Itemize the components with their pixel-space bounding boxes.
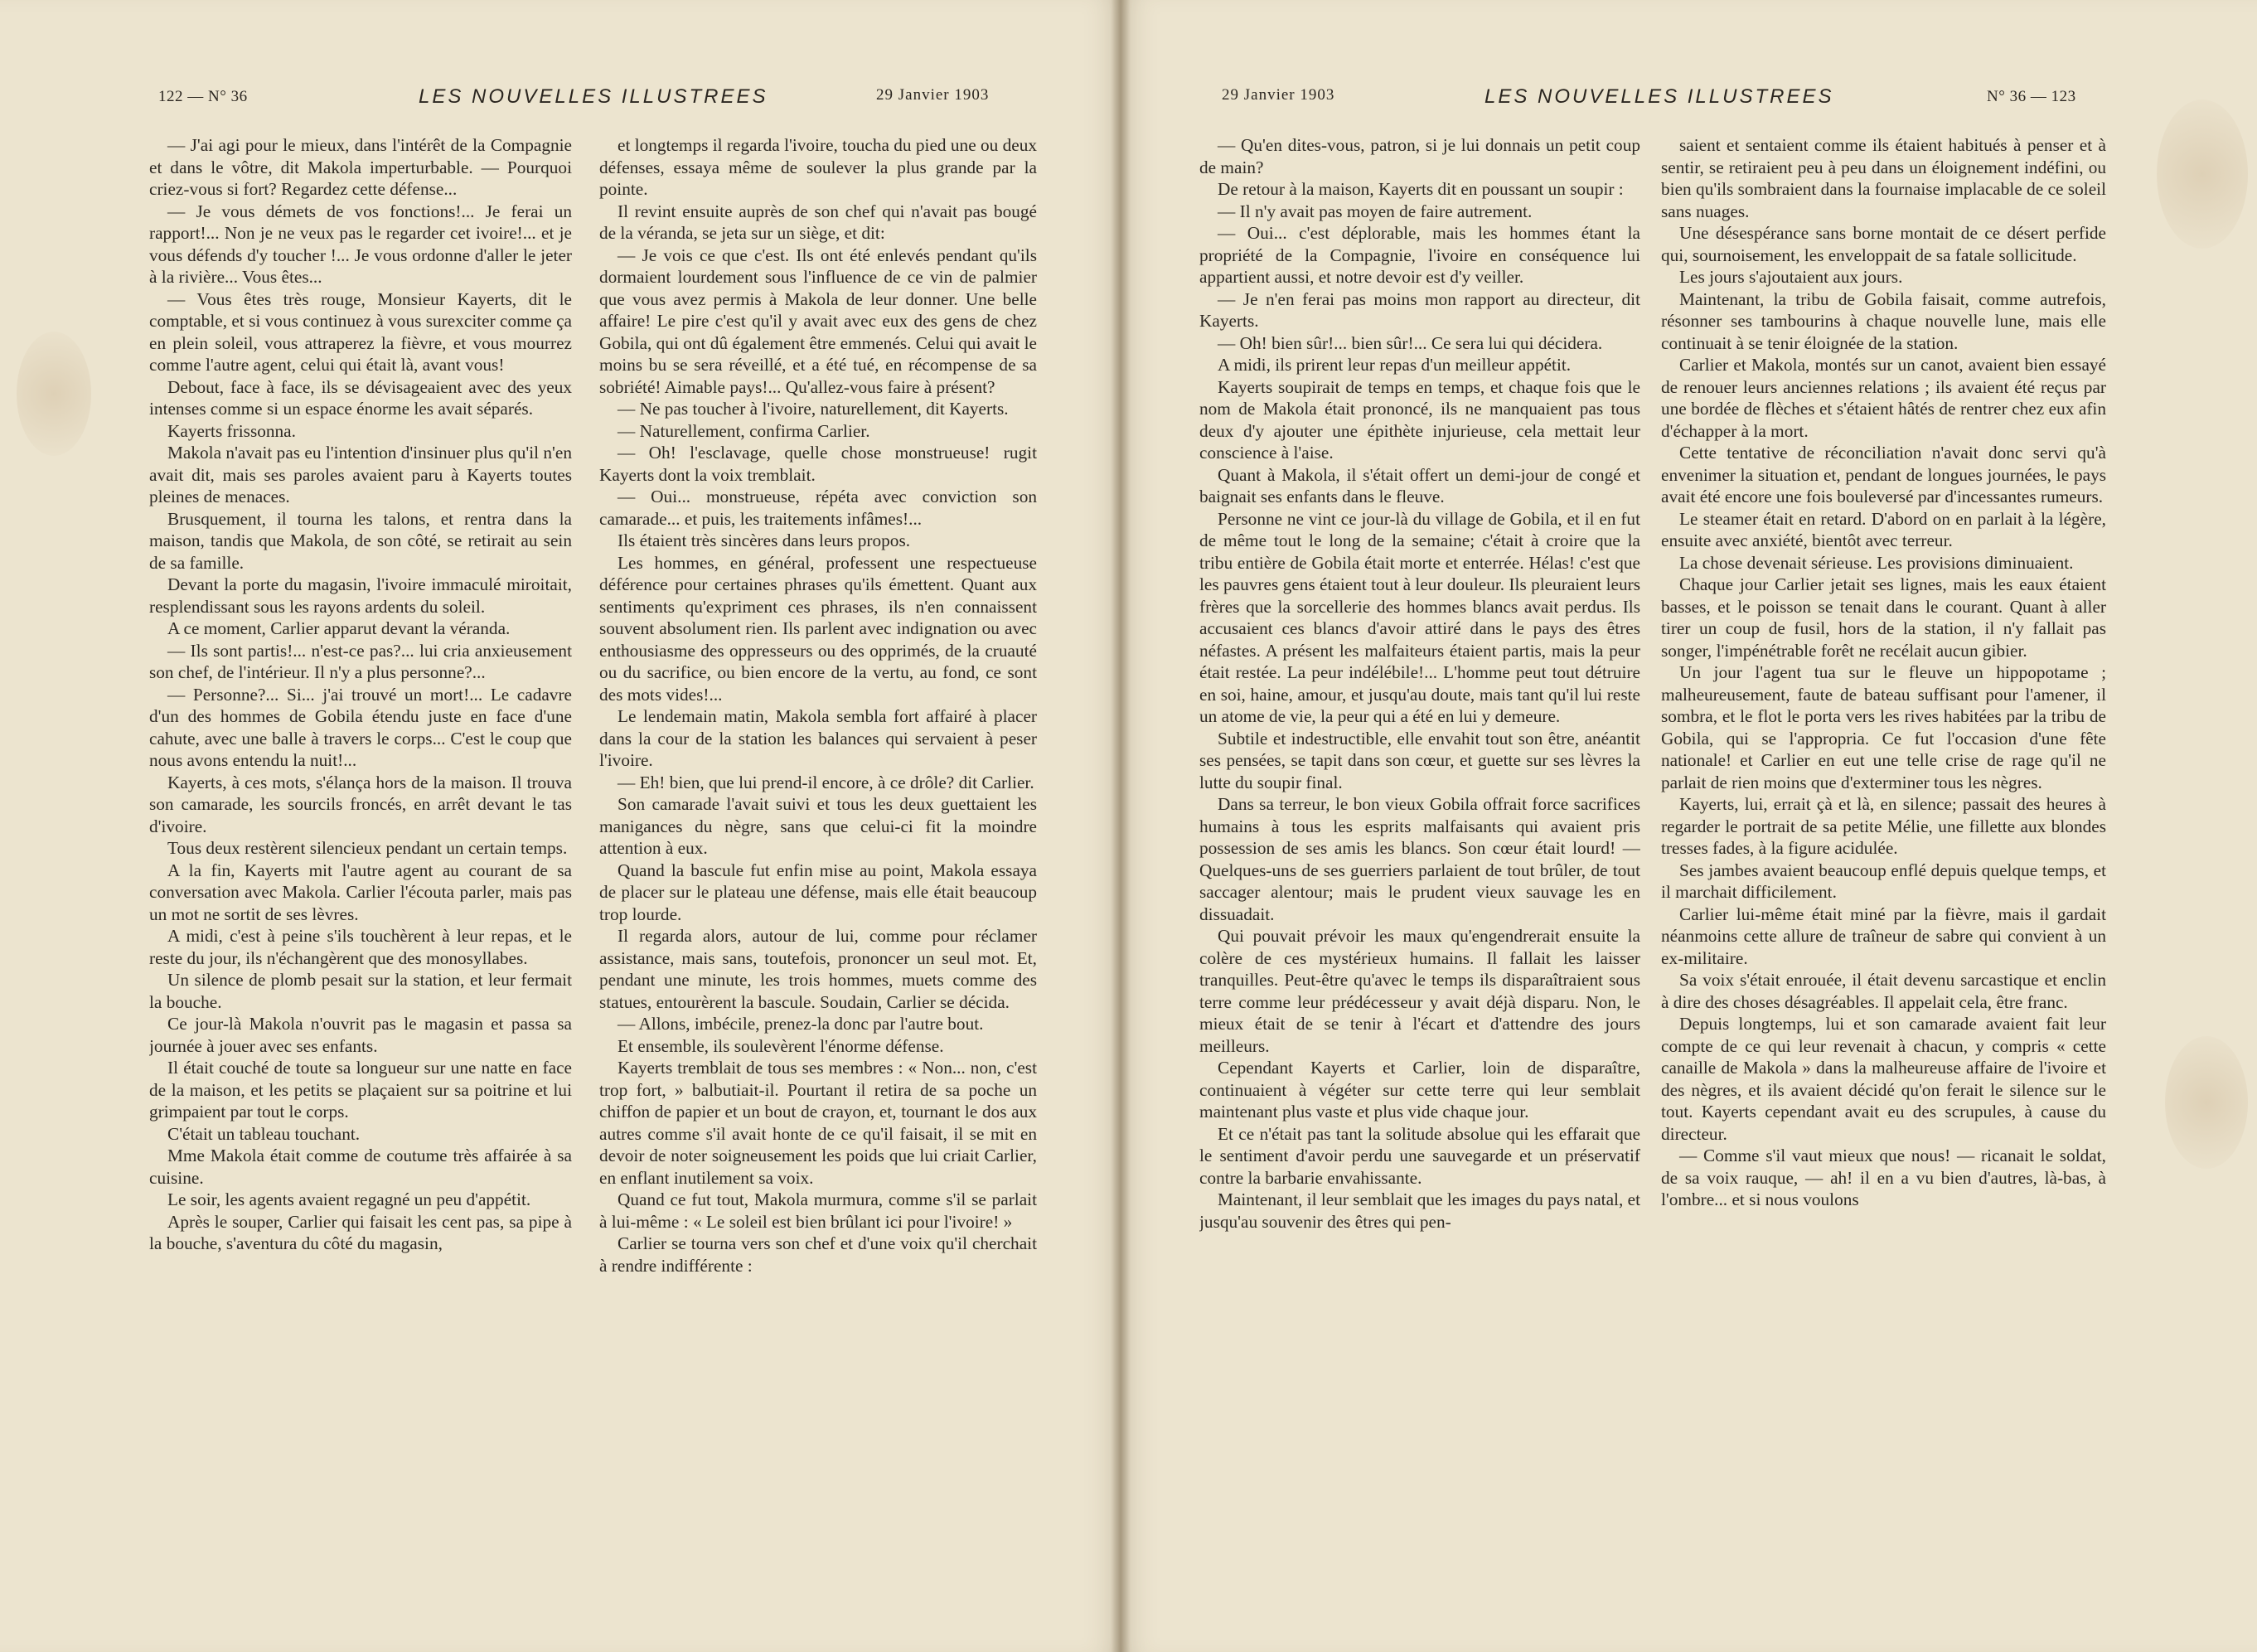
paragraph: Ce jour-là Makola n'ouvrit pas le magasin et passa sa journée à jouer avec ses enfants. [149,1014,572,1056]
paragraph: A la fin, Kayerts mit l'autre agent au courant de sa conversation avec Makola. Carlier l'écouta parler, mais pas un mot ne sortit de ses lèvres. [149,860,572,924]
paragraph: Kayerts, à ces mots, s'élança hors de la maison. Il trouva son camarade, les sourcils froncés, en arrêt devant le tas d'ivoire. [149,772,572,836]
paragraph: Cependant Kayerts et Carlier, loin de disparaître, continuaient à végéter sur cette terre qui leur semblait maintenant plus vaste et plus vide chaque jour. [1199,1058,1640,1122]
paragraph: Tous deux restèrent silencieux pendant un certain temps. [167,838,568,858]
paragraph: C'était un tableau touchant. [167,1123,361,1144]
paragraph: — Vous êtes très rouge, Monsieur Kayerts, dit le comptable, et si vous continuez à vous surexciter comme ça en plein soleil, vous attraperez la fièvre, et vous mourrez comme l'autre agent, celui qui était là, avant vous! [149,288,572,375]
right-page [1121,0,2257,1652]
paragraph: et longtemps il regarda l'ivoire, toucha du pied une ou deux défenses, essaya même de soulever la plus grande par la pointe. [599,135,1037,199]
paragraph: — Je vois ce que c'est. Ils ont été enlevés pendant qu'ils dormaient lourdement sous l'influence de ce vin de palmier que vous avez permis à Makola de leur donner. Une belle affaire! Le pire c'est qu'il y avait avec eux des gens de chez Gobila, qui ont dû également être emmenés. Celui qui avait le moins bu se sera réveillé, et a été tué, en récompense de sa sobriété! Aimable pays!... Qu'allez-vous faire à présent? [599,245,1037,397]
masthead: LES NOUVELLES ILLUSTREES [1484,85,1834,108]
page-folio: 122 — N° 36 [158,88,248,105]
paragraph: — Eh! bien, que lui prend-il encore, à ce drôle? dit Carlier. [618,772,1034,792]
paragraph: Depuis longtemps, lui et son camarade avaient fait leur compte de ce qui leur revenait à chacun, y compris « cette canaille de Makola » dans la malheureuse affaire de l'ivoire et des nègres, et ils avaient décidé qu'on ferait le silence sur le tout. Kayerts cependant avait eu des scrupules, à cause du directeur. [1661,1014,2106,1144]
paragraph: Et ensemble, ils soulevèrent l'énorme défense. [618,1035,944,1056]
paragraph: Qui pouvait prévoir les maux qu'engendrerait ensuite la colère de ces mystérieux humains. Il fallait les laisser tranquilles. Peut-être qu'avec le temps ils disparaîtraient sous terre comme leur prédécesseur y avait déjà disparu. Non, le mieux était de se tenir à l'écart et d'attendre des jours meilleurs. [1199,926,1640,1056]
paragraph: Quand la bascule fut enfin mise au point, Makola essaya de placer sur le plateau une défense, mais elle était beaucoup trop lourde. [599,860,1037,924]
paragraph: Ils étaient très sincères dans leurs propos. [618,530,911,550]
paragraph: — Personne?... Si... j'ai trouvé un mort!... Le cadavre d'un des hommes de Gobila étendu juste en face d'une cahute, avec une balle à travers le corps... C'est le coup que nous avons entendu la nuit!... [149,684,572,770]
paragraph: Ses jambes avaient beaucoup enflé depuis quelque temps, et il marchait difficilement. [1661,860,2106,902]
paragraph: Sa voix s'était enrouée, il était devenu sarcastique et enclin à dire des choses désagréables. Il appelait cela, être franc. [1661,970,2106,1012]
paragraph: Il revint ensuite auprès de son chef qui n'avait pas bougé de la véranda, se jeta sur un siège, et dit: [599,201,1037,243]
paragraph: Une désespérance sans borne montait de ce désert perfide qui, sournoisement, les enveloppait de sa fatale sollicitude. [1661,223,2106,265]
paragraph: — Qu'en dites-vous, patron, si je lui donnais un petit coup de main? [1199,135,1640,177]
paragraph: Makola n'avait pas eu l'intention d'insinuer plus qu'il n'en avait dit, mais ses paroles avaient paru à Kayerts toutes pleines de menaces. [149,443,572,506]
paragraph: — Il n'y avait pas moyen de faire autrement. [1218,201,1533,221]
paragraph: Kayerts frissonna. [167,420,296,441]
paragraph: Un jour l'agent tua sur le fleuve un hippopotame ; malheureusement, faute de bateau suffisant pour l'amener, il sombra, et le flot le porta vers les rives habitées par la tribu de Gobila, qui se l'appropria. Ce fut l'occasion d'une fête nationale! et Carlier en eut une telle crise de rage qu'il ne parlait de rien moins que d'exterminer tous les nègres. [1661,662,2106,792]
paragraph: Carlier et Makola, montés sur un canot, avaient bien essayé de renouer leurs anciennes relations ; ils avaient été reçus par une bordée de flèches et s'étaient hâtés de rentrer chez eux afin d'échapper à la mort. [1661,355,2106,441]
paragraph: — Oui... monstrueuse, répéta avec conviction son camarade... et puis, les traitements infâmes!... [599,487,1037,529]
paragraph: Subtile et indestructible, elle envahit tout son être, anéantit ses pensées, se tapit dans son cœur, et guette sur ses lèvres la lutte du soupir final. [1199,728,1640,792]
paragraph: Quand ce fut tout, Makola murmura, comme s'il se parlait à lui-même : « Le soleil est bien brûlant ici pour l'ivoire! » [599,1189,1037,1232]
text-column-2 [1661,134,2106,1494]
paragraph: A midi, ils prirent leur repas d'un meilleur appétit. [1218,355,1572,375]
paragraph: saient et sentaient comme ils étaient habitués à penser et à sentir, se retiraient peu à peu dans un éloignement indéfini, ou bien qu'ils sombraient dans la fournaise implacable de ce soleil sans nuages. [1661,135,2106,221]
paragraph: — Ils sont partis!... n'est-ce pas?... lui cria anxieusement son chef, de l'intérieur. Il n'y a plus personne?... [149,640,572,682]
issue-date: 29 Janvier 1903 [876,86,990,104]
paragraph: Debout, face à face, ils se dévisageaient avec des yeux intenses comme si un espace énorme les avait séparés. [149,376,572,419]
paragraph: Carlier lui-même était miné par la fièvre, mais il gardait néanmoins cette allure de traîneur de sabre qui convient à un ex-militaire. [1661,904,2106,968]
paragraph: — Oh! l'esclavage, quelle chose monstrueuse! rugit Kayerts dont la voix tremblait. [599,443,1037,485]
paragraph: Dans sa terreur, le bon vieux Gobila offrait force sacrifices humains à tous les esprits malfaisants qui avaient pris possession de ses amis les blancs. Son cœur était lourd! — Quelques-uns de ses guerriers parlaient de tout brûler, de tout saccager alentour; mais le prudent vieux sauvage les en dissuadait. [1199,794,1640,924]
paragraph: — Oui... c'est déplorable, mais les hommes étant la propriété de la Compagnie, l'ivoire en conséquence lui appartient aussi, et notre devoir est d'y veiller. [1199,223,1640,287]
paragraph: — Ne pas toucher à l'ivoire, naturellement, dit Kayerts. [618,399,1009,419]
paragraph: Devant la porte du magasin, l'ivoire immaculé miroitait, resplendissant sous les rayons ardents du soleil. [149,574,572,617]
paragraph: Les hommes, en général, professent une respectueuse déférence pour certaines phrases qu'ils émettent. Quant aux sentiments qu'expriment ces phrases, ils n'en connaissent souvent absolument rien. Ils parlent avec indignation ou avec enthousiasme des oppresseurs ou des opprimés, de la cruauté ou du sacrifice, ou bien encore de la vertu, au fond, ce sont des mots vides!... [599,552,1037,705]
right-page-header [1121,85,2257,113]
paragraph: Cette tentative de réconciliation n'avait donc servi qu'à envenimer la situation et, pendant de longues journées, le pays avait été encore une fois bouleversé par d'incessantes rumeurs. [1661,443,2106,506]
paragraph: Carlier se tourna vers son chef et d'une voix qu'il cherchait à rendre indifférente : [599,1233,1037,1276]
paragraph: Son camarade l'avait suivi et tous les deux guettaient les manigances du nègre, sans que celui-ci fit la moindre attention à eux. [599,794,1037,858]
paragraph: Quant à Makola, il s'était offert un demi-jour de congé et baignait ses enfants dans le fleuve. [1199,464,1640,506]
paragraph: A midi, c'est à peine s'ils touchèrent à leur repas, et le reste du jour, ils n'échangèrent que des monosyllabes. [149,926,572,968]
paragraph: Chaque jour Carlier jetait ses lignes, mais les eaux étaient basses, et le poisson se tenait dans le courant. Quant à aller tirer un coup de fusil, hors de la station, il n'y fallait pas songer, l'impénétrable forêt ne recélait aucun gibier. [1661,574,2106,661]
paragraph: — Naturellement, confirma Carlier. [618,420,870,441]
paragraph: Maintenant, la tribu de Gobila faisait, comme autrefois, résonner ses tambourins à chaque nouvelle lune, mais elle continuait à se tenir éloignée de la station. [1661,288,2106,353]
paragraph: Kayerts soupirait de temps en temps, et chaque fois que le nom de Makola était prononcé, ils ne manquaient pas tous deux d'y ajouter une épithète injurieuse, cela mettait leur conscience à l'aise. [1199,376,1640,463]
text-column-2 [599,134,1037,1494]
paragraph: — Comme s'il vaut mieux que nous! — ricanait le soldat, de sa voix rauque, — ah! il en a vu bien d'autres, là-bas, à l'ombre... et si nous voulons [1661,1146,2106,1209]
paragraph: Kayerts, lui, errait çà et là, en silence; passait des heures à regarder le portrait de sa petite Mélie, une fillette aux blondes tresses fades, à la figure acidulée. [1661,794,2106,858]
paragraph: Après le souper, Carlier qui faisait les cent pas, sa pipe à la bouche, s'aventura du côté du magasin, [149,1211,572,1253]
page-gutter [1111,0,1131,1652]
paragraph: Un silence de plomb pesait sur la station, et leur fermait la bouche. [149,970,572,1012]
paper-stain [17,332,91,456]
text-column-1 [1199,134,1640,1494]
paragraph: Le lendemain matin, Makola sembla fort affairé à placer dans la cour de la station les balances qui servaient à peser l'ivoire. [599,706,1037,770]
paragraph: — Allons, imbécile, prenez-la donc par l'autre bout. [618,1014,984,1034]
left-page-header [0,85,1121,113]
paragraph: Maintenant, il leur semblait que les images du pays natal, et jusqu'au souvenir des êtres qui pen- [1199,1189,1640,1232]
paragraph: Kayerts tremblait de tous ses membres : « Non... non, c'est trop fort, » balbutiait-il. Pourtant il retira de sa poche un chiffon de papier et un bout de crayon, et, tournant le dos aux autres comme s'il avait honte de ce qu'il faisait, il se mit en devoir de noter soigneusement les poids que lui criait Carlier, en enflant inutilement sa voix. [599,1058,1037,1188]
paragraph: — Je n'en ferai pas moins mon rapport au directeur, dit Kayerts. [1199,288,1640,331]
page-folio: N° 36 — 123 [1987,88,2076,105]
paragraph: — J'ai agi pour le mieux, dans l'intérêt de la Compagnie et dans le vôtre, dit Makola imperturbable. — Pourquoi criez-vous si fort? Regardez cette défense... [149,135,572,199]
paragraph: Les jours s'ajoutaient aux jours. [1679,267,1903,287]
paragraph: Le steamer était en retard. D'abord on en parlait à la légère, ensuite avec anxiété, bientôt avec terreur. [1661,508,2106,550]
paragraph: — Oh! bien sûr!... bien sûr!... Ce sera lui qui décidera. [1218,332,1603,353]
issue-date: 29 Janvier 1903 [1222,86,1335,104]
paragraph: Il regarda alors, autour de lui, comme pour réclamer assistance, mais sans, toutefois, prononcer un seul mot. Et, pendant une minute, les trois hommes, muets comme des statues, entourèrent la bascule. Soudain, Carlier se décida. [599,926,1037,1012]
paragraph: Et ce n'était pas tant la solitude absolue qui les effarait que le sentiment d'avoir perdu une sauvegarde et un préservatif contre la barbarie envahissante. [1199,1123,1640,1188]
paragraph: Il était couché de toute sa longueur sur une natte en face de la maison, et les petits se plaçaient sur sa poitrine et lui grimpaient par tout le corps. [149,1058,572,1122]
paragraph: Le soir, les agents avaient regagné un peu d'appétit. [167,1189,531,1209]
text-column-1 [149,134,572,1494]
paragraph: De retour à la maison, Kayerts dit en poussant un soupir : [1218,179,1624,199]
paragraph: Mme Makola était comme de coutume très affairée à sa cuisine. [149,1146,572,1188]
paper-stain [2157,99,2248,249]
paragraph: — Je vous démets de vos fonctions!... Je ferai un rapport!... Non je ne veux pas le regarder cet ivoire!... et je vous défends d'y toucher !... Je vous ordonne d'aller le jeter à la rivière... Vous êtes... [149,201,572,287]
paper-stain [2165,1036,2248,1169]
left-page [0,0,1121,1652]
masthead: LES NOUVELLES ILLUSTREES [419,85,768,108]
paragraph: Brusquement, il tourna les talons, et rentra dans la maison, tandis que Makola, de son côté, se retirait au sein de sa famille. [149,508,572,573]
paragraph: La chose devenait sérieuse. Les provisions diminuaient. [1679,552,2074,573]
paragraph: A ce moment, Carlier apparut devant la véranda. [167,618,511,638]
paragraph: Personne ne vint ce jour-là du village de Gobila, et il en fut de même tout le long de la semaine; c'était à croire que la tribu entière de Gobila était morte et enterrée. Hélas! c'est que les pauvres gens étaient tout à leur douleur. Ils pleuraient leurs frères que la sorcellerie des hommes blancs avait perdus. Ils accusaient ces blancs d'avoir attiré dans le pays des êtres néfastes. A présent les malfaiteurs étaient partis, mais la peur était restée. La peur indélébile!... L'homme peut tout détruire en soi, haine, amour, et jusqu'au doute, mais tant qu'il lui reste un atome de vie, la peur qui a été en lui y demeure. [1199,508,1640,726]
